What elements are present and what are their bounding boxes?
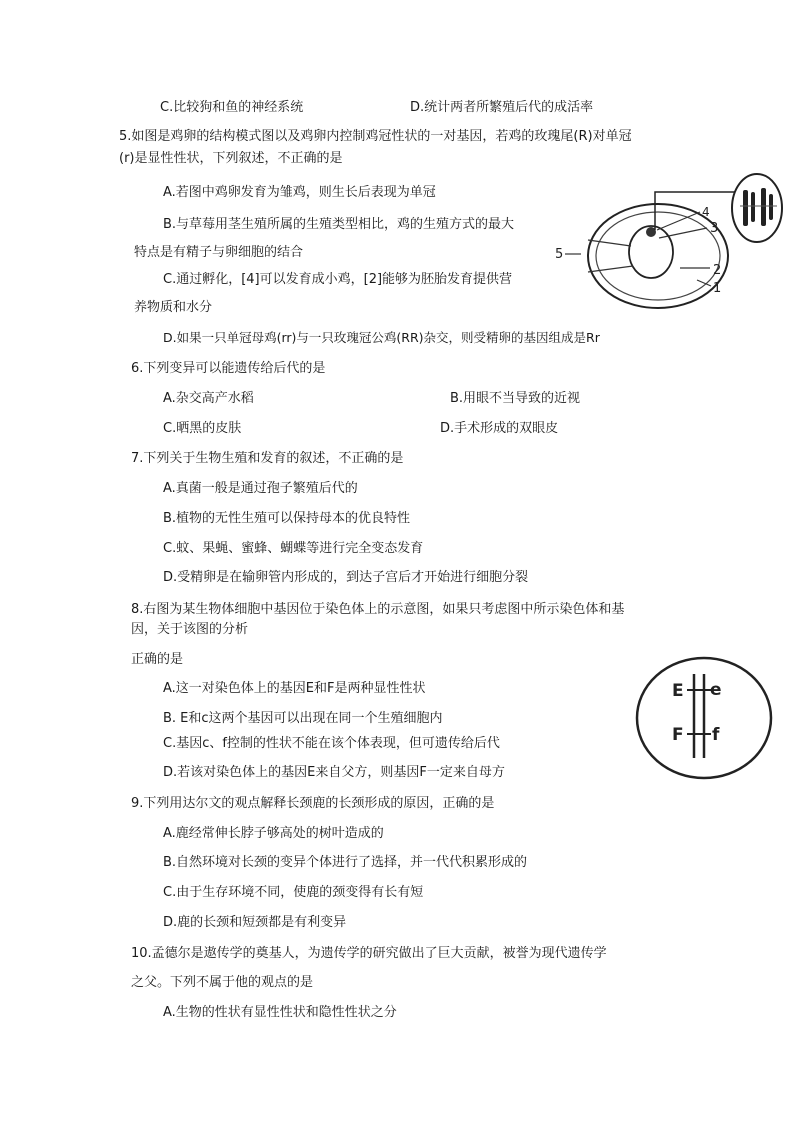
egg-label-4: 4 xyxy=(702,205,710,219)
q8-option-c: C.基因c、f控制的性状不能在该个体表现，但可遗传给后代 xyxy=(163,736,500,751)
q6-option-d: D.手术形成的双眼皮 xyxy=(440,421,559,436)
q9-stem: 9.下列用达尔文的观点解释长颈鹿的长颈形成的原因，正确的是 xyxy=(131,796,495,811)
q5-option-d: D.如果一只单冠母鸡(rr)与一只玫瑰冠公鸡(RR)杂交，则受精卵的基因组成是Rr xyxy=(163,330,600,345)
q5-option-a: A.若图中鸡卵发育为雏鸡，则生长后表现为单冠 xyxy=(163,185,436,200)
q6-option-a: A.杂交高产水稻 xyxy=(163,391,254,406)
q9-option-b: B.自然环境对长颈的变异个体进行了选择，并一代代积累形成的 xyxy=(163,855,528,870)
q9-option-c: C.由于生存环境不同，使鹿的颈变得有长有短 xyxy=(163,885,424,900)
q5-stem-line1: 5.如图是鸡卵的结构模式图以及鸡卵内控制鸡冠性状的一对基因，若鸡的玫瑰尾(R)对单冠 xyxy=(119,129,632,144)
q4-option-d: D.统计两者所繁殖后代的成活率 xyxy=(410,100,594,115)
egg-structure-diagram xyxy=(555,168,785,318)
q8-stem-line2: 因，关于该图的分析 xyxy=(131,622,249,637)
q9-option-d: D.鹿的长颈和短颈都是有利变异 xyxy=(163,915,347,930)
gene-label-E: E xyxy=(672,681,684,701)
q7-option-c: C.蚊、果蝇、蜜蜂、蝴蝶等进行完全变态发育 xyxy=(163,541,424,556)
egg-label-1: 1 xyxy=(713,281,722,296)
q6-stem: 6.下列变异可以能遗传给后代的是 xyxy=(131,361,326,376)
gene-label-e: e xyxy=(710,680,722,700)
q6-option-c: C.晒黑的皮肤 xyxy=(163,421,242,436)
q8-option-b: B. E和c这两个基因可以出现在同一个生殖细胞内 xyxy=(163,711,443,726)
q5-option-b-line2: 特点是有精子与卵细胞的结合 xyxy=(134,245,304,260)
q7-stem: 7.下列关于生物生殖和发育的叙述，不正确的是 xyxy=(131,451,404,466)
q5-option-c-line2: 养物质和水分 xyxy=(134,300,213,315)
chromosome-gene-diagram xyxy=(630,652,778,784)
q8-option-d: D.若该对染色体上的基因E来自父方，则基因F一定来自母方 xyxy=(163,765,505,780)
q6-option-b: B.用眼不当导致的近视 xyxy=(450,391,581,406)
egg-label-5: 5 xyxy=(555,247,564,262)
gene-label-f: f xyxy=(712,725,720,745)
q7-option-a: A.真菌一般是通过孢子繁殖后代的 xyxy=(163,481,358,496)
q10-stem-line1: 10.孟德尔是遨传学的奠基人，为遗传学的研究做出了巨大贡献，被誉为现代遗传学 xyxy=(131,946,607,961)
gene-label-F: F xyxy=(672,725,684,745)
q4-option-c: C.比较狗和鱼的神经系统 xyxy=(160,100,304,115)
q10-stem-line2: 之父。下列不属于他的观点的是 xyxy=(131,975,314,990)
egg-label-3: 3 xyxy=(710,221,719,236)
egg-label-2: 2 xyxy=(713,263,722,278)
q8-stem-line3: 正确的是 xyxy=(131,652,184,667)
q5-option-b-line1: B.与草莓用茎生殖所属的生殖类型相比，鸡的生殖方式的最大 xyxy=(163,217,515,232)
q9-option-a: A.鹿经常伸长脖子够高处的树叶造成的 xyxy=(163,826,384,841)
q7-option-d: D.受精卵是在输卵管内形成的，到达子宫后才开始进行细胞分裂 xyxy=(163,570,529,585)
q7-option-b: B.植物的无性生殖可以保持母本的优良特性 xyxy=(163,511,411,526)
q5-option-c-line1: C.通过孵化，[4]可以发育成小鸡，[2]能够为胚胎发育提供营 xyxy=(163,272,513,287)
q5-stem-line2: (r)是显性性状，下列叙述，不正确的是 xyxy=(119,151,343,166)
q8-option-a: A.这一对染色体上的基因E和F是两种显性性状 xyxy=(163,681,426,696)
q10-option-a: A.生物的性状有显性性状和隐性性状之分 xyxy=(163,1005,397,1020)
q8-stem-line1: 8.右图为某生物体细胞中基因位于染色体上的示意图，如果只考虑图中所示染色体和基 xyxy=(131,602,625,617)
